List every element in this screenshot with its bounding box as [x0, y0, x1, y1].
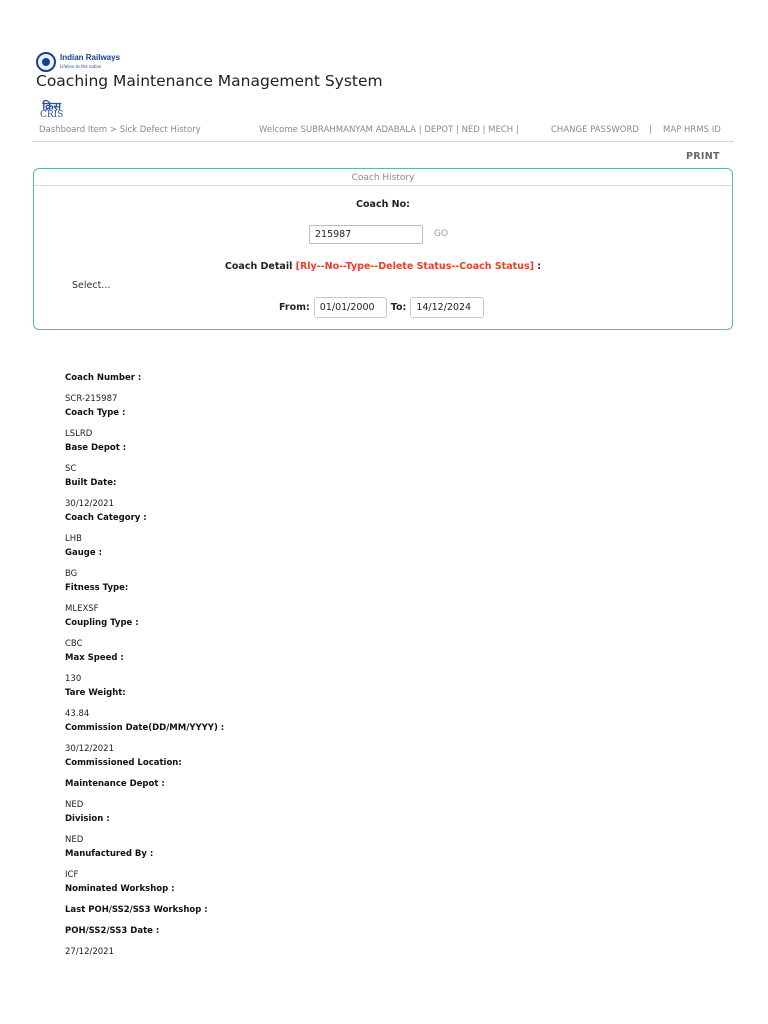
- detail-label: Tare Weight:: [65, 688, 126, 698]
- go-button[interactable]: GO: [434, 229, 449, 239]
- detail-label: Coupling Type :: [65, 618, 139, 628]
- detail-label: Nominated Workshop :: [65, 884, 175, 894]
- logo-text: Indian Railways: [60, 53, 121, 62]
- cris-logo: [40, 102, 63, 120]
- detail-label: POH/SS2/SS3 Date :: [65, 926, 160, 936]
- detail-label: Commission Date(DD/MM/YYYY) :: [65, 723, 225, 733]
- detail-label: Manufactured By :: [65, 849, 154, 859]
- detail-value: LHB: [65, 534, 82, 544]
- coach-no-label: Coach No:: [356, 199, 410, 210]
- cris-logo-text: CRIS: [40, 110, 64, 120]
- coach-detail-colon: :: [537, 261, 542, 272]
- print-button[interactable]: PRINT: [686, 151, 720, 162]
- detail-value: SC: [65, 464, 77, 474]
- detail-label: Last POH/SS2/SS3 Workshop :: [65, 905, 208, 915]
- detail-label: Built Date:: [65, 478, 117, 488]
- detail-label: Coach Type :: [65, 408, 126, 418]
- detail-label: Base Depot :: [65, 443, 127, 453]
- panel-divider: [34, 185, 732, 186]
- coach-detail-select[interactable]: Select...: [72, 280, 111, 291]
- coach-details-list: [65, 372, 224, 958]
- detail-value: 130: [65, 674, 82, 684]
- detail-value: 43.84: [65, 709, 90, 719]
- detail-value: ICF: [65, 870, 79, 880]
- detail-value: 30/12/2021: [65, 744, 114, 754]
- from-label: From:: [279, 302, 310, 313]
- detail-label: Maintenance Depot :: [65, 779, 165, 789]
- indian-railways-logo: [36, 52, 120, 72]
- nav-separator: |: [649, 125, 652, 135]
- cris-logo-hindi: क्रिस: [42, 100, 62, 113]
- coach-no-input[interactable]: [309, 225, 423, 244]
- from-date-input[interactable]: [314, 297, 387, 318]
- detail-label: Division :: [65, 814, 110, 824]
- welcome-user-text: Welcome SUBRAHMANYAM ADABALA | DEPOT | NED | MECH |: [259, 125, 519, 135]
- header-divider: [33, 141, 734, 142]
- coach-detail-text: Coach Detail: [224, 261, 293, 272]
- detail-label: Coach Category :: [65, 513, 147, 523]
- panel-title: Coach History: [351, 173, 415, 183]
- detail-value: NED: [65, 800, 84, 810]
- coach-history-panel: [33, 168, 733, 330]
- detail-value: SCR-215987: [65, 394, 118, 404]
- detail-value: 27/12/2021: [65, 947, 114, 957]
- change-password-link[interactable]: CHANGE PASSWORD: [551, 125, 639, 135]
- detail-label: Max Speed :: [65, 653, 124, 663]
- coach-detail-format: [Rly--No--Type--Delete Status--Coach Status]: [295, 261, 534, 272]
- railway-emblem-icon: [36, 52, 56, 72]
- logo-tagline: Lifeline to the nation: [60, 64, 102, 69]
- app-title: Coaching Maintenance Management System: [36, 72, 383, 90]
- detail-value: 30/12/2021: [65, 499, 114, 509]
- detail-label: Gauge :: [65, 548, 102, 558]
- coach-detail-label: [34, 261, 732, 272]
- map-hrms-id-link[interactable]: MAP HRMS ID: [663, 125, 721, 135]
- detail-value: MLEXSF: [65, 604, 99, 614]
- to-label: To:: [390, 302, 407, 313]
- detail-value: CBC: [65, 639, 83, 649]
- detail-value: LSLRD: [65, 429, 93, 439]
- detail-value: BG: [65, 569, 78, 579]
- detail-value: NED: [65, 835, 84, 845]
- breadcrumb[interactable]: Dashboard Item > Sick Defect History: [39, 125, 201, 135]
- date-range-row: [279, 297, 488, 318]
- detail-label: Fitness Type:: [65, 583, 129, 593]
- detail-label: Commissioned Location:: [65, 758, 182, 768]
- detail-label: Coach Number :: [65, 373, 142, 383]
- to-date-input[interactable]: [410, 297, 484, 318]
